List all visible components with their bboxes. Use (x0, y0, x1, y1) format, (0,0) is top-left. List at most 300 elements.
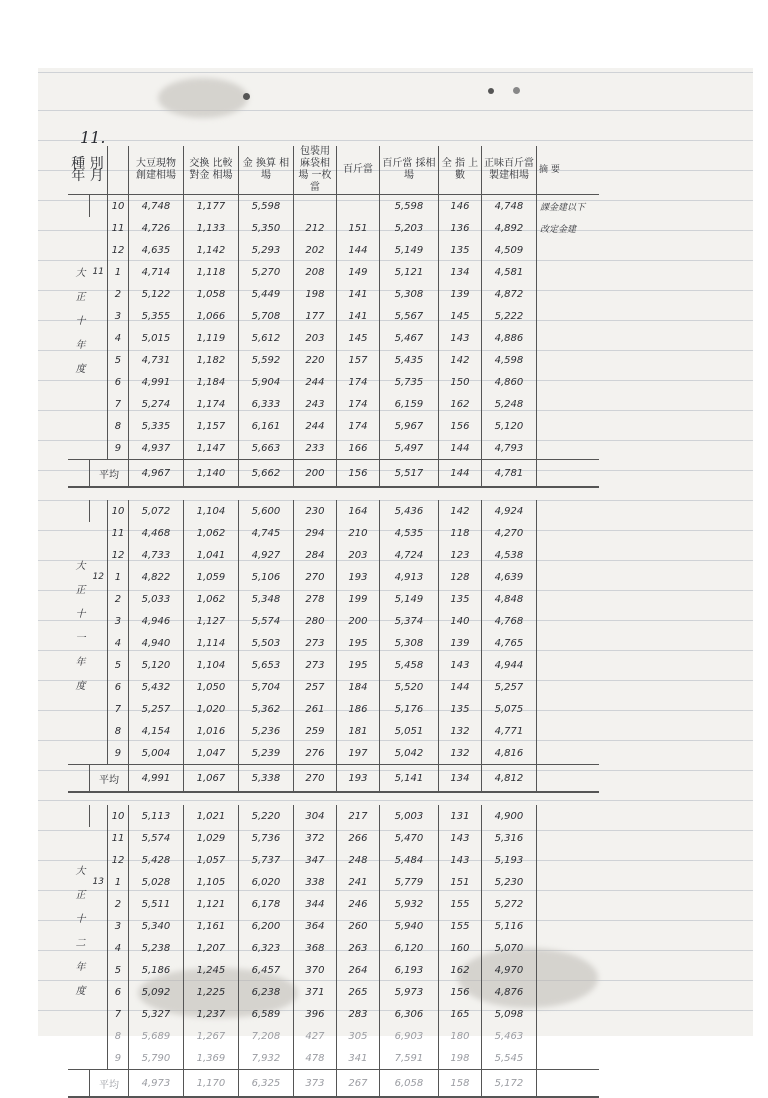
value-cell-c1: 5,511 (128, 893, 183, 915)
year-marker: 13 (92, 877, 104, 887)
value-cell-c2: 1,119 (183, 327, 238, 349)
memo-cell (536, 915, 599, 937)
header-row (68, 146, 599, 195)
year-marker (90, 893, 108, 915)
average-cell-c3: 5,662 (238, 460, 293, 488)
memo-cell (536, 1003, 599, 1025)
average-cell-c2: 1,140 (183, 460, 238, 488)
value-cell-c1: 4,635 (128, 239, 183, 261)
page-number: 11. (80, 128, 106, 147)
value-cell-c8: 5,545 (481, 1047, 536, 1070)
value-cell-c8: 4,768 (481, 610, 536, 632)
value-cell-c6: 5,308 (379, 632, 438, 654)
month-cell: 3 (107, 915, 128, 937)
average-cell-c6: 5,141 (379, 765, 438, 793)
value-cell-c1: 4,748 (128, 195, 183, 218)
year-marker (90, 283, 108, 305)
value-cell-c1: 5,274 (128, 393, 183, 415)
table-row (68, 371, 599, 393)
value-cell-c8: 4,872 (481, 283, 536, 305)
header-corner (68, 146, 107, 195)
value-cell-c7: 143 (438, 849, 481, 871)
value-cell-c2: 1,118 (183, 261, 238, 283)
value-cell-c8: 5,075 (481, 698, 536, 720)
value-cell-c8: 5,120 (481, 415, 536, 437)
value-cell-c2: 1,105 (183, 871, 238, 893)
average-cell-c4: 373 (293, 1070, 336, 1098)
header-col-7-bottom: 上 數 (454, 158, 479, 181)
value-cell-c1: 5,432 (128, 676, 183, 698)
month-cell: 12 (107, 544, 128, 566)
year-marker (90, 1047, 108, 1070)
value-cell-c3: 4,745 (238, 522, 293, 544)
value-cell-c6: 5,470 (379, 827, 438, 849)
memo-cell (536, 305, 599, 327)
memo-cell (536, 588, 599, 610)
month-cell: 9 (107, 437, 128, 460)
table-row (68, 217, 599, 239)
value-cell-c1: 5,428 (128, 849, 183, 871)
value-cell-c1: 4,731 (128, 349, 183, 371)
value-cell-c3: 5,574 (238, 610, 293, 632)
value-cell-c1: 4,154 (128, 720, 183, 742)
value-cell-c7: 135 (438, 239, 481, 261)
table-row (68, 437, 599, 460)
value-cell-c3: 5,236 (238, 720, 293, 742)
value-cell-c5: 241 (336, 871, 379, 893)
value-cell-c8: 4,848 (481, 588, 536, 610)
value-cell-c2: 1,207 (183, 937, 238, 959)
table-row (68, 720, 599, 742)
year-marker (90, 305, 108, 327)
header-col-4: 包裝用麻袋相場 一枚當 (293, 146, 336, 195)
value-cell-c1: 5,028 (128, 871, 183, 893)
value-cell-c5: 141 (336, 283, 379, 305)
year-marker (90, 393, 108, 415)
memo-cell (536, 522, 599, 544)
value-cell-c5: 341 (336, 1047, 379, 1070)
year-marker (90, 981, 108, 1003)
memo-cell (536, 893, 599, 915)
month-cell: 2 (107, 283, 128, 305)
value-cell-c7: 140 (438, 610, 481, 632)
table-row (68, 742, 599, 765)
month-cell: 2 (107, 588, 128, 610)
value-cell-c2: 1,245 (183, 959, 238, 981)
year-marker (90, 371, 108, 393)
table-row (68, 654, 599, 676)
value-cell-c5: 181 (336, 720, 379, 742)
value-cell-c4: 273 (293, 632, 336, 654)
month-cell: 11 (107, 827, 128, 849)
value-cell-c7: 118 (438, 522, 481, 544)
month-cell: 1 (107, 871, 128, 893)
section-gap (68, 792, 599, 805)
memo-cell (536, 500, 599, 522)
value-cell-c4: 372 (293, 827, 336, 849)
value-cell-c7: 139 (438, 283, 481, 305)
average-cell-c6: 5,517 (379, 460, 438, 488)
month-cell: 6 (107, 371, 128, 393)
value-cell-c8: 5,257 (481, 676, 536, 698)
header-corner-top: 種 (71, 156, 86, 172)
value-cell-c2: 1,369 (183, 1047, 238, 1070)
price-ledger-table (68, 146, 599, 1098)
average-cell-c1: 4,991 (128, 765, 183, 793)
year-marker (90, 1025, 108, 1047)
value-cell-c8: 4,748 (481, 195, 536, 218)
average-label: 平均 (90, 460, 129, 488)
value-cell-c5: 217 (336, 805, 379, 827)
value-cell-c7: 143 (438, 327, 481, 349)
table-row (68, 544, 599, 566)
value-cell-c2: 1,225 (183, 981, 238, 1003)
value-cell-c7: 160 (438, 937, 481, 959)
value-cell-c2: 1,041 (183, 544, 238, 566)
value-cell-c5: 184 (336, 676, 379, 698)
value-cell-c3: 5,503 (238, 632, 293, 654)
value-cell-c6: 5,567 (379, 305, 438, 327)
memo-cell (536, 566, 599, 588)
value-cell-c4: 278 (293, 588, 336, 610)
value-cell-c6: 5,003 (379, 805, 438, 827)
memo-cell (536, 720, 599, 742)
memo-cell (536, 415, 599, 437)
value-cell-c3: 6,200 (238, 915, 293, 937)
value-cell-c4: 270 (293, 566, 336, 588)
value-cell-c4: 280 (293, 610, 336, 632)
value-cell-c3: 6,020 (238, 871, 293, 893)
value-cell-c5: 186 (336, 698, 379, 720)
value-cell-c8: 4,270 (481, 522, 536, 544)
table-row (68, 239, 599, 261)
value-cell-c7: 155 (438, 915, 481, 937)
value-cell-c5: 149 (336, 261, 379, 283)
value-cell-c6: 6,120 (379, 937, 438, 959)
value-cell-c6: 5,735 (379, 371, 438, 393)
value-cell-c4: 284 (293, 544, 336, 566)
value-cell-c6: 5,973 (379, 981, 438, 1003)
value-cell-c2: 1,121 (183, 893, 238, 915)
year-marker (90, 327, 108, 349)
value-cell-c5: 263 (336, 937, 379, 959)
value-cell-c2: 1,133 (183, 217, 238, 239)
value-cell-c4: 427 (293, 1025, 336, 1047)
table-row (68, 500, 599, 522)
value-cell-c3: 5,348 (238, 588, 293, 610)
value-cell-c5: 195 (336, 632, 379, 654)
memo-cell (536, 742, 599, 765)
value-cell-c5: 166 (336, 437, 379, 460)
value-cell-c5: 141 (336, 305, 379, 327)
value-cell-c6: 5,308 (379, 283, 438, 305)
average-spacer (68, 765, 90, 793)
value-cell-c7: 123 (438, 544, 481, 566)
value-cell-c4: 212 (293, 217, 336, 239)
value-cell-c6: 5,967 (379, 415, 438, 437)
header-corner-bottom-right: 月 (89, 168, 104, 184)
memo-cell (536, 544, 599, 566)
value-cell-c6: 5,779 (379, 871, 438, 893)
value-cell-c5: 199 (336, 588, 379, 610)
value-cell-c1: 5,186 (128, 959, 183, 981)
month-cell: 2 (107, 893, 128, 915)
average-spacer (68, 460, 90, 488)
value-cell-c4: 243 (293, 393, 336, 415)
value-cell-c2: 1,267 (183, 1025, 238, 1047)
header-memo: 摘 要 (536, 146, 599, 195)
value-cell-c6: 6,306 (379, 1003, 438, 1025)
value-cell-c3: 7,208 (238, 1025, 293, 1047)
value-cell-c4: 396 (293, 1003, 336, 1025)
value-cell-c4 (293, 195, 336, 218)
header-corner-mid: 別 (89, 156, 104, 172)
value-cell-c1: 5,092 (128, 981, 183, 1003)
table-row (68, 959, 599, 981)
header-corner-bottom-left: 年 (71, 168, 86, 184)
memo-cell (536, 805, 599, 827)
value-cell-c6: 5,484 (379, 849, 438, 871)
month-cell: 10 (107, 195, 128, 218)
year-marker (90, 217, 108, 239)
table-row (68, 261, 599, 283)
value-cell-c1: 4,714 (128, 261, 183, 283)
table-row (68, 893, 599, 915)
month-cell: 9 (107, 742, 128, 765)
month-cell: 8 (107, 720, 128, 742)
year-marker (90, 654, 108, 676)
section-gap-cell (68, 792, 599, 805)
average-cell-c3: 5,338 (238, 765, 293, 793)
year-marker (90, 415, 108, 437)
header-col-7-top: 全 指 (441, 158, 465, 169)
value-cell-c4: 368 (293, 937, 336, 959)
header-col-6: 百斤當 採相場 (379, 146, 438, 195)
average-label: 平均 (90, 765, 129, 793)
value-cell-c5: 197 (336, 742, 379, 765)
value-cell-c7: 198 (438, 1047, 481, 1070)
value-cell-c7: 156 (438, 981, 481, 1003)
value-cell-c1: 5,790 (128, 1047, 183, 1070)
value-cell-c2: 1,182 (183, 349, 238, 371)
value-cell-c7: 135 (438, 588, 481, 610)
value-cell-c6: 5,042 (379, 742, 438, 765)
value-cell-c4: 261 (293, 698, 336, 720)
value-cell-c3: 6,323 (238, 937, 293, 959)
section-gap (68, 487, 599, 500)
value-cell-c6: 4,913 (379, 566, 438, 588)
value-cell-c1: 4,468 (128, 522, 183, 544)
value-cell-c6: 5,520 (379, 676, 438, 698)
year-marker (90, 742, 108, 765)
value-cell-c7: 144 (438, 437, 481, 460)
value-cell-c4: 244 (293, 415, 336, 437)
memo-cell (536, 827, 599, 849)
header-col-1: 大豆現物 創建相場 (128, 146, 183, 195)
value-cell-c7: 143 (438, 654, 481, 676)
year-marker (90, 676, 108, 698)
table-row (68, 981, 599, 1003)
memo-cell (536, 1025, 599, 1047)
value-cell-c4: 177 (293, 305, 336, 327)
value-cell-c7: 142 (438, 349, 481, 371)
value-cell-c7: 146 (438, 195, 481, 218)
value-cell-c6: 5,435 (379, 349, 438, 371)
value-cell-c3: 5,708 (238, 305, 293, 327)
value-cell-c2: 1,016 (183, 720, 238, 742)
value-cell-c7: 165 (438, 1003, 481, 1025)
value-cell-c1: 5,335 (128, 415, 183, 437)
average-cell-c1: 4,973 (128, 1070, 183, 1098)
value-cell-c5: 283 (336, 1003, 379, 1025)
value-cell-c2: 1,021 (183, 805, 238, 827)
value-cell-c2: 1,020 (183, 698, 238, 720)
value-cell-c5: 265 (336, 981, 379, 1003)
month-cell: 12 (107, 849, 128, 871)
value-cell-c8: 4,886 (481, 327, 536, 349)
memo-cell (536, 698, 599, 720)
value-cell-c2: 1,174 (183, 393, 238, 415)
binding-hole (488, 88, 494, 94)
value-cell-c3: 5,704 (238, 676, 293, 698)
value-cell-c6: 5,374 (379, 610, 438, 632)
value-cell-c5: 305 (336, 1025, 379, 1047)
year-marker (90, 349, 108, 371)
value-cell-c4: 338 (293, 871, 336, 893)
value-cell-c2: 1,127 (183, 610, 238, 632)
memo-cell (536, 393, 599, 415)
value-cell-c7: 162 (438, 393, 481, 415)
value-cell-c2: 1,104 (183, 654, 238, 676)
value-cell-c5: 144 (336, 239, 379, 261)
value-cell-c6: 5,051 (379, 720, 438, 742)
value-cell-c8: 5,248 (481, 393, 536, 415)
month-cell: 4 (107, 937, 128, 959)
memo-cell (536, 849, 599, 871)
year-marker (90, 827, 108, 849)
value-cell-c7: 180 (438, 1025, 481, 1047)
memo-cell (536, 437, 599, 460)
table-row (68, 676, 599, 698)
year-marker (90, 698, 108, 720)
month-cell: 6 (107, 981, 128, 1003)
month-cell: 5 (107, 654, 128, 676)
year-marker (90, 720, 108, 742)
memo-cell (536, 349, 599, 371)
era-label: 大正十一年度 (73, 560, 84, 704)
value-cell-c7: 150 (438, 371, 481, 393)
average-cell-c4: 200 (293, 460, 336, 488)
value-cell-c7: 135 (438, 698, 481, 720)
value-cell-c7: 142 (438, 500, 481, 522)
binding-hole (513, 87, 520, 94)
month-cell: 7 (107, 393, 128, 415)
value-cell-c8: 5,193 (481, 849, 536, 871)
value-cell-c3: 7,932 (238, 1047, 293, 1070)
value-cell-c4: 276 (293, 742, 336, 765)
value-cell-c1: 5,257 (128, 698, 183, 720)
memo-cell (536, 959, 599, 981)
value-cell-c6: 7,591 (379, 1047, 438, 1070)
value-cell-c3: 4,927 (238, 544, 293, 566)
value-cell-c3: 5,653 (238, 654, 293, 676)
value-cell-c3: 5,600 (238, 500, 293, 522)
table-row (68, 849, 599, 871)
value-cell-c8: 4,876 (481, 981, 536, 1003)
memo-cell (536, 239, 599, 261)
table-row (68, 415, 599, 437)
value-cell-c8: 4,900 (481, 805, 536, 827)
average-memo (536, 460, 599, 488)
value-cell-c3: 5,350 (238, 217, 293, 239)
value-cell-c4: 257 (293, 676, 336, 698)
value-cell-c2: 1,177 (183, 195, 238, 218)
value-cell-c1: 5,238 (128, 937, 183, 959)
average-cell-c6: 6,058 (379, 1070, 438, 1098)
value-cell-c8: 4,639 (481, 566, 536, 588)
month-cell: 8 (107, 415, 128, 437)
value-cell-c1: 5,355 (128, 305, 183, 327)
value-cell-c2: 1,161 (183, 915, 238, 937)
table-row (68, 610, 599, 632)
year-marker (90, 544, 108, 566)
value-cell-c8: 4,771 (481, 720, 536, 742)
value-cell-c3: 5,612 (238, 327, 293, 349)
value-cell-c7: 145 (438, 305, 481, 327)
value-cell-c1: 5,689 (128, 1025, 183, 1047)
value-cell-c3: 5,106 (238, 566, 293, 588)
table-row (68, 937, 599, 959)
value-cell-c6: 5,932 (379, 893, 438, 915)
value-cell-c5: 210 (336, 522, 379, 544)
value-cell-c5: 145 (336, 327, 379, 349)
table-row (68, 522, 599, 544)
value-cell-c1: 4,991 (128, 371, 183, 393)
value-cell-c8: 4,598 (481, 349, 536, 371)
value-cell-c4: 208 (293, 261, 336, 283)
value-cell-c3: 6,238 (238, 981, 293, 1003)
value-cell-c6: 5,598 (379, 195, 438, 218)
value-cell-c7: 128 (438, 566, 481, 588)
value-cell-c4: 203 (293, 327, 336, 349)
era-label: 大正十二年度 (73, 865, 84, 1009)
value-cell-c3: 6,589 (238, 1003, 293, 1025)
value-cell-c7: 136 (438, 217, 481, 239)
memo-cell (536, 371, 599, 393)
header-col-8: 正味百斤當 製建相場 (481, 146, 536, 195)
table-row (68, 827, 599, 849)
value-cell-c6: 6,193 (379, 959, 438, 981)
table-row (68, 915, 599, 937)
value-cell-c4: 198 (293, 283, 336, 305)
year-marker (90, 522, 108, 544)
table-row (68, 305, 599, 327)
header-col-2: 交換 比較 對金 相場 (183, 146, 238, 195)
value-cell-c3: 5,663 (238, 437, 293, 460)
value-cell-c1: 5,113 (128, 805, 183, 827)
value-cell-c6: 4,724 (379, 544, 438, 566)
value-cell-c1: 5,120 (128, 654, 183, 676)
memo-cell (536, 283, 599, 305)
average-cell-c8: 5,172 (481, 1070, 536, 1098)
memo-cell (536, 981, 599, 1003)
value-cell-c2: 1,047 (183, 742, 238, 765)
value-cell-c7: 132 (438, 720, 481, 742)
memo-cell (536, 654, 599, 676)
value-cell-c1: 5,033 (128, 588, 183, 610)
value-cell-c2: 1,050 (183, 676, 238, 698)
value-cell-c4: 344 (293, 893, 336, 915)
